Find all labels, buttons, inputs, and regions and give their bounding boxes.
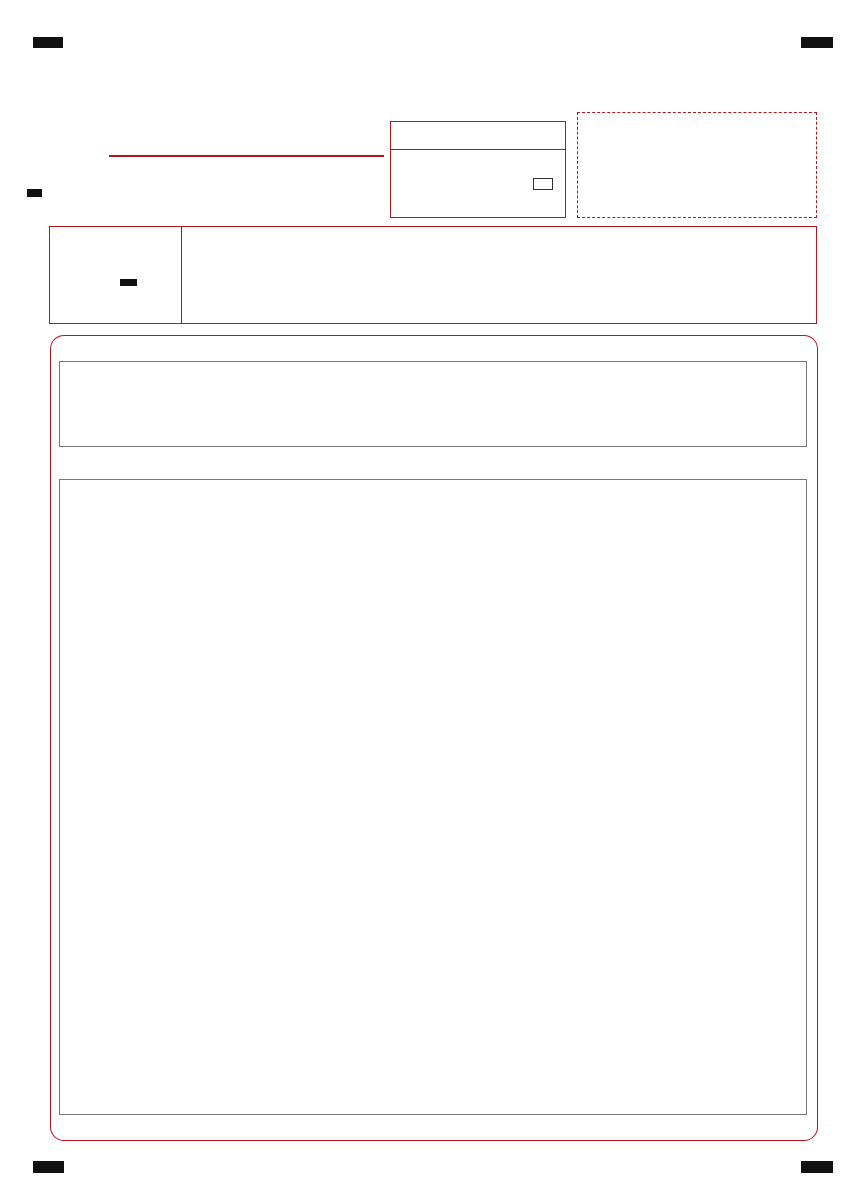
absent-mark-box[interactable] [533,178,553,190]
timing-mark [801,37,833,48]
notice-panel [49,226,817,324]
choice-section [59,361,807,447]
correct-fill-sample [120,279,137,286]
notice-divider [181,227,182,323]
timing-mark [27,189,42,197]
barcode-area [577,112,817,218]
nonchoice-section [59,479,807,1115]
timing-mark [33,1161,64,1173]
name-field[interactable] [109,155,384,157]
examiner-only-heading [391,122,565,150]
timing-mark [33,37,63,48]
timing-mark [801,1161,833,1173]
examiner-only-box [390,121,566,218]
